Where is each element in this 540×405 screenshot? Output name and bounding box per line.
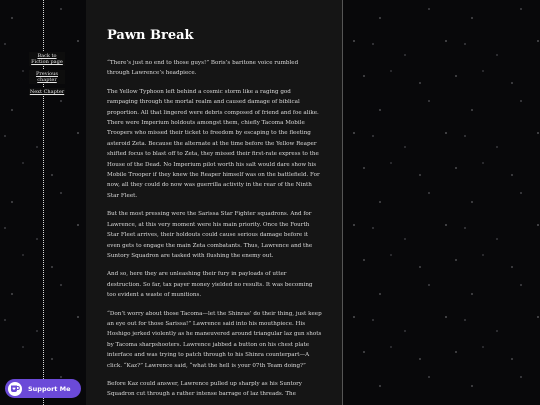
story-paragraph: “There’s just no end to those guys!” Boris’s baritone voice rumbled through Lawrence’s headpiece. [107, 60, 299, 77]
story-panel [86, 0, 343, 405]
support-me-button[interactable] [5, 379, 81, 398]
story-paragraph: The Yellow Typhoon left behind a cosmic storm like a raging god rampaging through the mortal realm and caused damage of biblical proportion. All that lingered were debris composed of friend and foe alike. There were Imperium holdouts amongst them, chiefly Tacoma Mobile Troopers who missed their ticket to freedom by escaping to the fleeting asteroid Zeta. Because the alternate at the time before the Yellow Reaper shifted focus to blast off to Zeta, they missed their first-rate express to the House of the Dead. No Imperium pilot worth his salt would dare show his Mobile Trooper if they knew the Reaper himself was on the battlefield. For now, all they could do now was guerrilla activity in the rear of the Ninth Star Fleet. [107, 88, 320, 199]
support-me-label: Support Me [28, 384, 71, 393]
left-rail [0, 0, 86, 405]
story-paragraph: But the most pressing were the Sarissa Star Fighter squadrons. And for Lawrence, at this very moment were his main priority. Once the Fourth Star Fleet arrives, their holdouts could cause serious damage before it even gets to engage the main Zeta combatants. Thus, Lawrence and the Suntory Squadron are tasked with flushing the enemy out. [107, 211, 313, 259]
chapter-title: Pawn Break [107, 28, 194, 43]
story-paragraph: Before Kaz could answer, Lawrence pulled up sharply as his Suntory Squadron cut through a rather intense barrage of laz threads. The [107, 380, 302, 398]
story-paragraph: And so, here they are unleashing their fury in payloads of utter destruction. So far, tax payer money yielded no results. It was becoming too evident a waste of munitions. [107, 271, 313, 299]
previous-chapter-link[interactable]: Previous chapter [29, 70, 65, 84]
ko-fi-cup-icon [8, 382, 22, 396]
back-to-fiction-link[interactable]: Back to Fiction page [29, 52, 65, 66]
story-body [86, 0, 342, 400]
story-paragraph: “Don’t worry about those Tacoma—let the Shinras’ do their thing, just keep an eye out for those Sarissa!” Lawrence said into his mouthpiece. His Hoshigo jerked violently as he maneuvered around triangular laz gun shots by Tacoma sharpshooters. Lawrence jabbed a button on his chest plate interface and was trying to patch through to his Shinra counterpart—A click. “Kaz?” Lawrence said, “what the hell is your 07th Team doing?” [107, 310, 322, 369]
next-chapter-link[interactable]: Next Chapter [29, 89, 65, 95]
chapter-navigation [29, 52, 65, 100]
